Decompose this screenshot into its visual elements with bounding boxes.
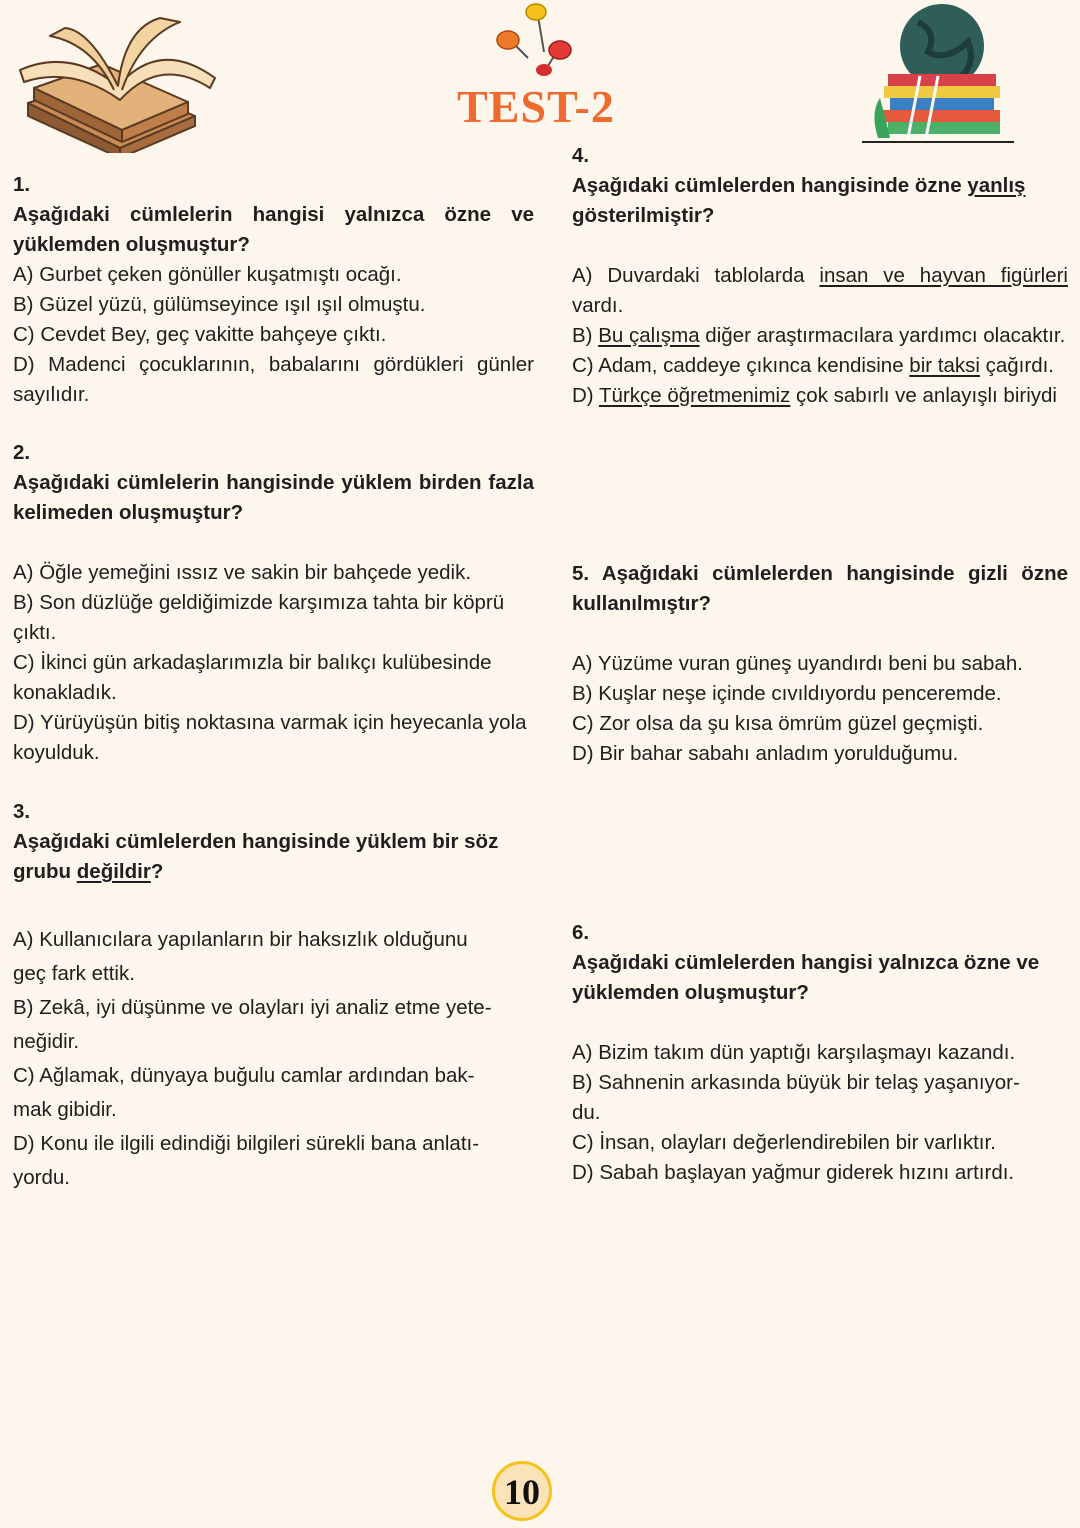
- page-number-badge: 10: [492, 1461, 552, 1521]
- option-a: [572, 261, 1068, 321]
- option-d-line-2: yordu.: [13, 1166, 70, 1189]
- question-stem: [572, 559, 1068, 619]
- question-stem: [572, 171, 1068, 231]
- option-a-line-1: A) Kullanıcılara yapılanların bir haksızlık olduğunu: [13, 928, 468, 951]
- question-number: 2.: [13, 441, 31, 464]
- underlined-subject: insan ve hayvan figürleri: [819, 264, 1068, 287]
- push-pins-icon: [488, 0, 578, 85]
- option-text: vardı.: [572, 294, 624, 317]
- question-stem-line-1: Aşağıdaki cümlelerden hangisinde yüklem bir söz: [13, 830, 499, 853]
- option-d: D) Madenci çocuklarının, babalarını gördükleri günler sayılıdır.: [13, 353, 534, 406]
- question-4: [572, 141, 1068, 411]
- option-text: çok sabırlı ve anlayışlı biriydi: [790, 384, 1057, 407]
- option-text: D): [572, 384, 599, 407]
- option-d: D) Bir bahar sabahı anladım yorulduğumu.: [572, 742, 959, 765]
- option-c-line-2: mak gibidir.: [13, 1098, 117, 1121]
- question-2: [13, 438, 534, 768]
- option-d: D) Sabah başlayan yağmur giderek hızını artırdı.: [572, 1161, 1015, 1184]
- option-text: A) Duvardaki tablolarda: [572, 264, 820, 287]
- option-c: C) İkinci gün arkadaşlarımızla bir balıkçı kulübesinde konakladık.: [13, 651, 492, 704]
- option-b: [572, 321, 1068, 351]
- question-5: [572, 559, 1068, 769]
- question-number: 4.: [572, 144, 590, 167]
- stem-text: Aşağıdaki cümlelerden hangisinde özne: [572, 174, 968, 197]
- option-a: A) Öğle yemeğini ıssız ve sakin bir bahçede yedik.: [13, 561, 472, 584]
- option-d-line-1: D) Konu ile ilgili edindiği bilgileri sürekli bana anlatı-: [13, 1132, 480, 1155]
- underlined-subject: Bu çalışma: [598, 324, 700, 347]
- question-6: [572, 918, 1068, 1188]
- option-c: C) İnsan, olayları değerlendirebilen bir varlıktır.: [572, 1131, 996, 1154]
- option-c: C) Cevdet Bey, geç vakitte bahçeye çıktı.: [13, 323, 387, 346]
- underlined-subject: Türkçe öğretmenimiz: [598, 384, 791, 407]
- option-b-line-2: neğidir.: [13, 1030, 80, 1053]
- option-a: A) Yüzüme vuran güneş uyandırdı beni bu sabah.: [572, 652, 1023, 675]
- option-c-line-1: C) Ağlamak, dünyaya buğulu camlar ardından bak-: [13, 1064, 475, 1087]
- option-b: B) Güzel yüzü, gülümseyince ışıl ışıl olmuştu.: [13, 293, 426, 316]
- option-a-line-2: geç fark ettik.: [13, 962, 135, 985]
- question-1: [13, 170, 534, 410]
- question-number: 3.: [13, 800, 31, 823]
- option-text: B): [572, 324, 599, 347]
- option-b-line-1: B) Sahnenin arkasında büyük bir telaş yaşanıyor-: [572, 1071, 1020, 1094]
- stem-underlined-word: değildir: [76, 860, 151, 883]
- option-a: A) Bizim takım dün yaptığı karşılaşmayı kazandı.: [572, 1041, 1016, 1064]
- underlined-subject: bir taksi: [909, 354, 980, 377]
- option-text: C) Adam, caddeye çıkınca kendisine: [572, 354, 910, 377]
- option-d: D) Yürüyüşün bitiş noktasına varmak için heyecanla yola koyulduk.: [13, 711, 527, 764]
- option-text: diğer araştırmacılara yardımcı olacaktır.: [699, 324, 1066, 347]
- option-c: [572, 351, 1068, 381]
- stem-underlined-word: yanlış: [967, 174, 1026, 197]
- page-title: TEST-2: [457, 81, 615, 132]
- option-c: C) Zor olsa da şu kısa ömrüm güzel geçmişti.: [572, 712, 984, 735]
- stem-text: gösterilmiştir?: [572, 204, 715, 227]
- question-stem: Aşağıdaki cümlelerin hangisi yalnızca özne ve yüklemden oluşmuştur?: [13, 203, 534, 256]
- option-b: B) Kuşlar neşe içinde cıvıldıyordu penceremde.: [572, 682, 1002, 705]
- option-a: A) Gurbet çeken gönüller kuşatmıştı ocağı.: [13, 263, 402, 286]
- option-b-line-2: du.: [572, 1101, 601, 1124]
- question-number: 1.: [13, 173, 31, 196]
- question-number: 5.: [572, 562, 590, 585]
- question-3: [13, 797, 534, 1195]
- option-d: [572, 381, 1068, 411]
- option-b-line-1: B) Zekâ, iyi düşünme ve olayları iyi analiz etme yete-: [13, 996, 492, 1019]
- stem-text: grubu: [13, 860, 77, 883]
- question-stem: Aşağıdaki cümlelerin hangisinde yüklem birden fazla kelimeden oluşmuştur?: [13, 471, 534, 524]
- question-number: 6.: [572, 921, 590, 944]
- question-stem-line-2: [13, 857, 534, 887]
- stem-text: ?: [150, 860, 164, 883]
- option-text: çağırdı.: [979, 354, 1054, 377]
- stem-text: Aşağıdaki cümlelerden hangisinde gizli özne kullanılmıştır?: [572, 562, 1069, 615]
- question-stem: Aşağıdaki cümlelerden hangisi yalnızca özne ve yüklemden oluşmuştur?: [572, 951, 1040, 1004]
- option-b: B) Son düzlüğe geldiğimizde karşımıza tahta bir köprü çıktı.: [13, 591, 505, 644]
